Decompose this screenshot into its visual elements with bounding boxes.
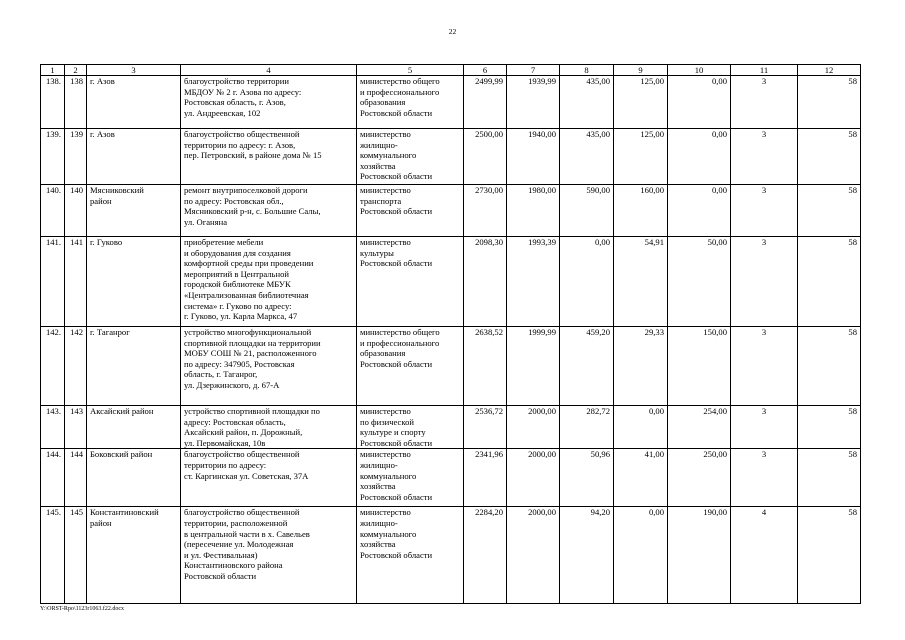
cell-col-11: 3 — [731, 76, 798, 129]
cell-col-1: 145. — [41, 507, 65, 604]
cell-col-9: 54,91 — [614, 237, 668, 327]
cell-col-3: г. Азов — [87, 129, 181, 185]
cell-col-8: 459,20 — [560, 327, 614, 406]
cell-col-10: 0,00 — [668, 185, 731, 237]
cell-col-10: 150,00 — [668, 327, 731, 406]
cell-col-4: устройство спортивной площадки по адресу: Ростовская область, Аксайский район, п. Дорожный, ул. Первомайская, 10в — [181, 406, 357, 449]
cell-col-10: 190,00 — [668, 507, 731, 604]
cell-col-4: благоустройство территории МБДОУ № 2 г. Азова по адресу: Ростовская область, г. Азов, ул. Андреевская, 102 — [181, 76, 357, 129]
cell-col-8: 50,96 — [560, 449, 614, 507]
cell-col-3: г. Гуково — [87, 237, 181, 327]
cell-col-10: 250,00 — [668, 449, 731, 507]
cell-col-11: 4 — [731, 507, 798, 604]
column-header-6: 6 — [464, 65, 507, 76]
table-row — [41, 237, 861, 327]
cell-col-10: 0,00 — [668, 76, 731, 129]
cell-col-4: устройство многофункциональной спортивной площадки на территории МОБУ СОШ № 21, расположенного по адресу: 347905, Ростовская область, г. Таганрог, ул. Дзержинского, д. 67-А — [181, 327, 357, 406]
header-row — [41, 65, 861, 76]
cell-col-8: 435,00 — [560, 129, 614, 185]
cell-col-8: 94,20 — [560, 507, 614, 604]
cell-col-4: благоустройство общественной территории, расположенной в центральной части в х. Савельев (пересечение ул. Молодежная и ул. Фестивальная) Константиновского района Ростовской области — [181, 507, 357, 604]
cell-col-6: 2341,96 — [464, 449, 507, 507]
cell-col-7: 1999,99 — [507, 327, 560, 406]
cell-col-4: приобретение мебели и оборудования для создания комфортной среды при проведении мероприятий в Центральной городской библиотеке МБУК «Централизованная библиотечная система» г. Гуково по адресу: г. Гуково, ул. Карла Маркса, 47 — [181, 237, 357, 327]
cell-col-11: 3 — [731, 406, 798, 449]
cell-col-8: 282,72 — [560, 406, 614, 449]
cell-col-7: 2000,00 — [507, 449, 560, 507]
cell-col-2: 138 — [65, 76, 87, 129]
cell-col-8: 435,00 — [560, 76, 614, 129]
cell-col-12: 58 — [798, 237, 861, 327]
cell-col-3: Константиновский район — [87, 507, 181, 604]
cell-col-7: 2000,00 — [507, 406, 560, 449]
cell-col-1: 139. — [41, 129, 65, 185]
cell-col-12: 58 — [798, 327, 861, 406]
cell-col-2: 144 — [65, 449, 87, 507]
cell-col-7: 1980,00 — [507, 185, 560, 237]
data-table — [40, 64, 861, 604]
cell-col-9: 125,00 — [614, 76, 668, 129]
cell-col-1: 144. — [41, 449, 65, 507]
table-row — [41, 507, 861, 604]
cell-col-11: 3 — [731, 449, 798, 507]
cell-col-10: 50,00 — [668, 237, 731, 327]
column-header-9: 9 — [614, 65, 668, 76]
cell-col-6: 2536,72 — [464, 406, 507, 449]
file-path-footer: Y:\ORST-Rpo\1123r1063.f22.docx — [40, 606, 125, 612]
cell-col-11: 3 — [731, 327, 798, 406]
cell-col-3: г. Таганрог — [87, 327, 181, 406]
cell-col-1: 141. — [41, 237, 65, 327]
cell-col-9: 41,00 — [614, 449, 668, 507]
cell-col-6: 2730,00 — [464, 185, 507, 237]
cell-col-5: министерство жилищно- коммунального хозяйства Ростовской области — [357, 507, 464, 604]
cell-col-12: 58 — [798, 406, 861, 449]
cell-col-7: 2000,00 — [507, 507, 560, 604]
cell-col-10: 0,00 — [668, 129, 731, 185]
cell-col-12: 58 — [798, 507, 861, 604]
cell-col-12: 58 — [798, 449, 861, 507]
cell-col-10: 254,00 — [668, 406, 731, 449]
cell-col-1: 143. — [41, 406, 65, 449]
cell-col-8: 0,00 — [560, 237, 614, 327]
table-row — [41, 185, 861, 237]
column-header-3: 3 — [87, 65, 181, 76]
cell-col-2: 143 — [65, 406, 87, 449]
cell-col-9: 160,00 — [614, 185, 668, 237]
cell-col-3: г. Азов — [87, 76, 181, 129]
cell-col-12: 58 — [798, 76, 861, 129]
table-row — [41, 76, 861, 129]
table-row — [41, 129, 861, 185]
table-row — [41, 327, 861, 406]
cell-col-6: 2499,99 — [464, 76, 507, 129]
column-header-1: 1 — [41, 65, 65, 76]
cell-col-7: 1993,39 — [507, 237, 560, 327]
cell-col-1: 140. — [41, 185, 65, 237]
cell-col-6: 2098,30 — [464, 237, 507, 327]
cell-col-2: 140 — [65, 185, 87, 237]
cell-col-3: Боковский район — [87, 449, 181, 507]
table-row — [41, 406, 861, 449]
cell-col-5: министерство общего и профессионального образования Ростовской области — [357, 76, 464, 129]
cell-col-2: 145 — [65, 507, 87, 604]
cell-col-9: 29,33 — [614, 327, 668, 406]
column-header-10: 10 — [668, 65, 731, 76]
cell-col-4: благоустройство общественной территории по адресу: г. Азов, пер. Петровский, в районе дома № 15 — [181, 129, 357, 185]
cell-col-2: 142 — [65, 327, 87, 406]
cell-col-1: 142. — [41, 327, 65, 406]
cell-col-5: министерство по физической культуре и спорту Ростовской области — [357, 406, 464, 449]
cell-col-1: 138. — [41, 76, 65, 129]
cell-col-9: 0,00 — [614, 507, 668, 604]
cell-col-5: министерство культуры Ростовской области — [357, 237, 464, 327]
cell-col-2: 139 — [65, 129, 87, 185]
cell-col-5: министерство жилищно- коммунального хозяйства Ростовской области — [357, 449, 464, 507]
cell-col-5: министерство общего и профессионального образования Ростовской области — [357, 327, 464, 406]
cell-col-6: 2500,00 — [464, 129, 507, 185]
column-header-2: 2 — [65, 65, 87, 76]
cell-col-11: 3 — [731, 185, 798, 237]
cell-col-2: 141 — [65, 237, 87, 327]
cell-col-6: 2284,20 — [464, 507, 507, 604]
cell-col-5: министерство жилищно- коммунального хозяйства Ростовской области — [357, 129, 464, 185]
column-header-11: 11 — [731, 65, 798, 76]
cell-col-3: Аксайский район — [87, 406, 181, 449]
cell-col-12: 58 — [798, 129, 861, 185]
cell-col-4: благоустройство общественной территории по адресу: ст. Каргинская ул. Советская, 37А — [181, 449, 357, 507]
column-header-5: 5 — [357, 65, 464, 76]
cell-col-5: министерство транспорта Ростовской области — [357, 185, 464, 237]
column-header-8: 8 — [560, 65, 614, 76]
cell-col-6: 2638,52 — [464, 327, 507, 406]
cell-col-7: 1940,00 — [507, 129, 560, 185]
cell-col-4: ремонт внутрипоселковой дороги по адресу: Ростовская обл., Мясниковский р-н, с. Большие Салы, ул. Оганяна — [181, 185, 357, 237]
column-header-12: 12 — [798, 65, 861, 76]
table-row — [41, 449, 861, 507]
cell-col-8: 590,00 — [560, 185, 614, 237]
column-header-7: 7 — [507, 65, 560, 76]
cell-col-11: 3 — [731, 237, 798, 327]
cell-col-9: 0,00 — [614, 406, 668, 449]
column-header-4: 4 — [181, 65, 357, 76]
page-number: 22 — [448, 27, 457, 36]
cell-col-7: 1939,99 — [507, 76, 560, 129]
cell-col-11: 3 — [731, 129, 798, 185]
cell-col-12: 58 — [798, 185, 861, 237]
cell-col-9: 125,00 — [614, 129, 668, 185]
cell-col-3: Мясниковский район — [87, 185, 181, 237]
